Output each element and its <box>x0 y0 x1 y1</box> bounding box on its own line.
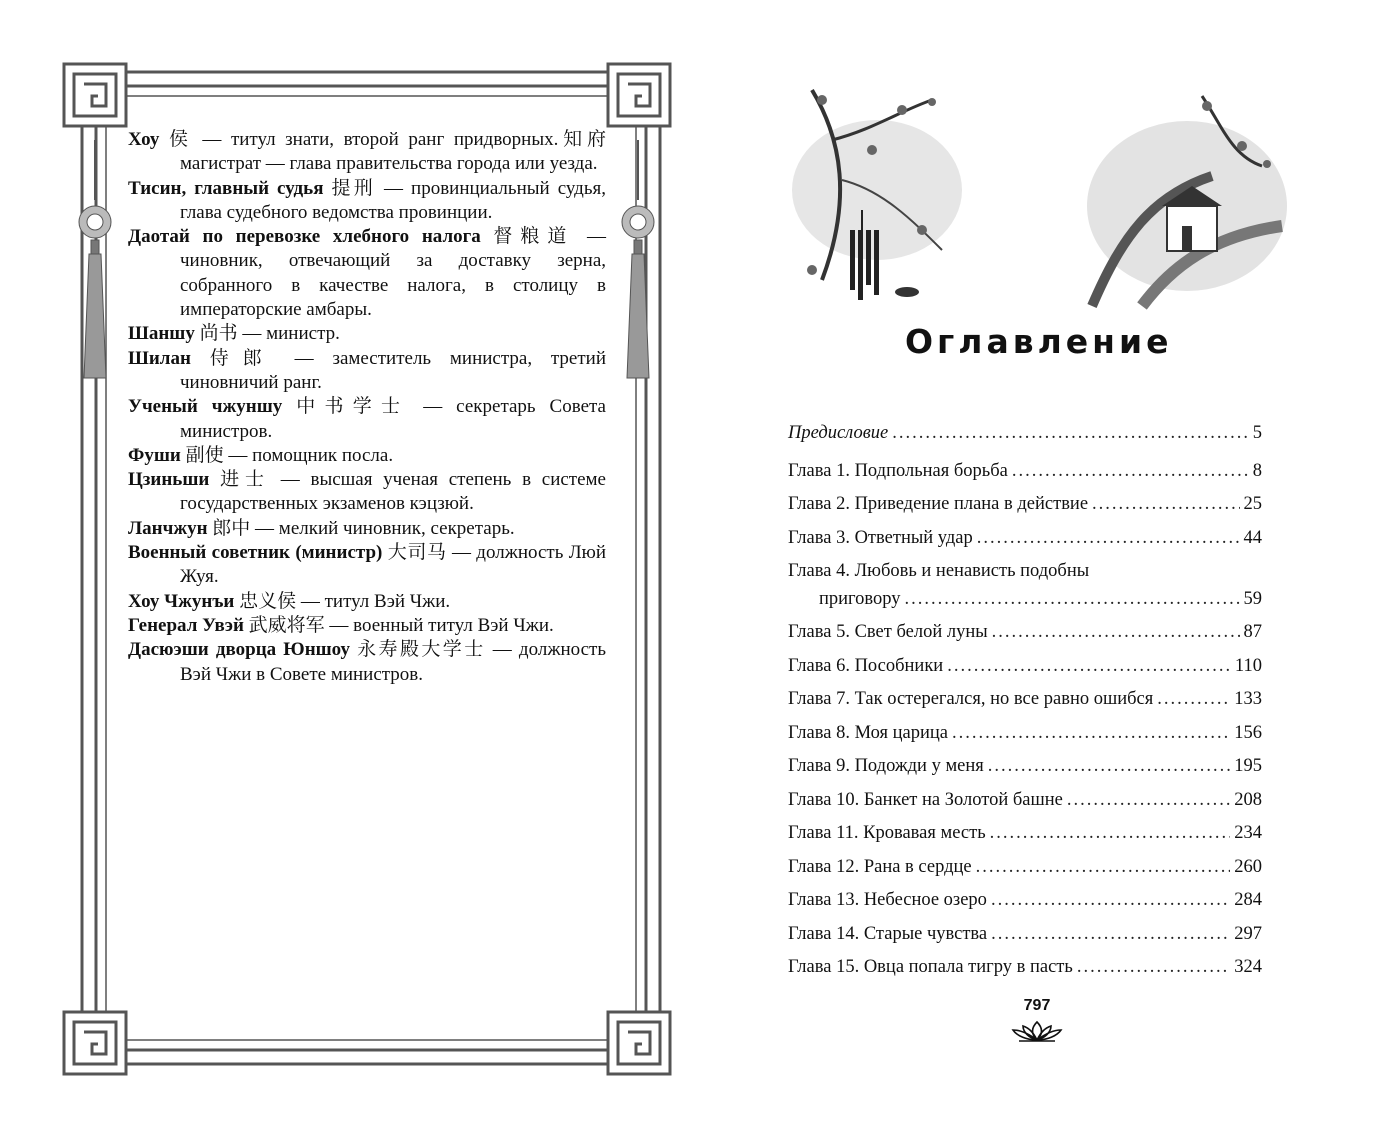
toc-item[interactable] <box>788 622 1262 656</box>
toc-item[interactable] <box>788 756 1262 790</box>
toc-leader-dots <box>1067 790 1230 811</box>
toc-item-title-cont: приговору <box>819 589 901 609</box>
glossary-term: Военный советник (министр) <box>128 542 383 564</box>
toc-item-page: 59 <box>1243 589 1262 609</box>
toc-item[interactable] <box>788 924 1262 958</box>
toc-item-title: Глава 5. Свет белой луны <box>788 622 988 642</box>
glossary-definition: 提刑 — провинциальный судья, глава судебного ведомства провинции. <box>180 177 606 223</box>
toc-item[interactable] <box>788 823 1262 857</box>
right-page <box>700 0 1393 1125</box>
plum-blossom-wind-chime-icon <box>782 80 972 320</box>
toc-item-title: Глава 4. Любовь и ненависть подобны <box>788 561 1090 581</box>
toc-item-page: 284 <box>1234 890 1262 910</box>
toc-leader-dots <box>1092 494 1239 515</box>
toc-item-preface[interactable] <box>788 423 1262 457</box>
toc-item[interactable] <box>788 656 1262 690</box>
toc-leader-dots <box>1012 461 1249 482</box>
glossary-entry <box>128 128 606 177</box>
toc-item-title: Глава 14. Старые чувства <box>788 923 988 944</box>
toc-item-page: 156 <box>1234 722 1262 743</box>
toc-item-page: 195 <box>1234 756 1262 776</box>
glossary-definition: 永寿殿大学士 — должность Вэй Чжи в Совете министров. <box>180 639 606 685</box>
toc-item-title: Глава 7. Так остерегался, но все равно ошибся <box>788 689 1154 709</box>
glossary-term: Ланчжун <box>128 517 208 539</box>
toc-item-chapter-4[interactable] <box>788 561 1262 622</box>
toc-item[interactable] <box>788 461 1262 495</box>
toc-item-page: 25 <box>1243 494 1262 514</box>
glossary-list <box>128 128 606 687</box>
toc-leader-dots <box>988 756 1230 777</box>
lotus-icon <box>1011 1020 1063 1042</box>
toc-item-page: 87 <box>1243 622 1262 642</box>
toc-item-page: 208 <box>1234 789 1262 810</box>
glossary-term: Дасюэши дворца Юншоу <box>128 639 350 661</box>
toc-leader-dots <box>990 823 1231 844</box>
glossary-definition: 忠义侯 — титул Вэй Чжи. <box>234 590 451 612</box>
glossary-definition: 督粮道 — чиновник, отвечающий за доставку зерна, собранного в качестве налога, в столицу в императорские амбары. <box>180 226 606 321</box>
glossary-term: Шилан <box>128 347 191 369</box>
glossary-entry <box>128 444 606 468</box>
glossary-entry <box>128 322 606 346</box>
glossary-definition: 侯 — титул знати, второй ранг придворных.知府 магистрат — глава правительства города или уезда. <box>159 129 606 175</box>
glossary-entry <box>128 347 606 396</box>
glossary-definition: 武威将军 — военный титул Вэй Чжи. <box>243 614 554 636</box>
toc-leader-dots <box>991 890 1230 911</box>
glossary-definition: 进士 — высшая ученая степень в системе государственных экзаменов кэцзюй. <box>180 469 606 515</box>
glossary-definition: 副使 — помощник посла. <box>180 444 394 466</box>
toc-item[interactable] <box>788 689 1262 723</box>
glossary-term: Хоу <box>128 129 160 150</box>
glossary-term: Ученый чжуншу <box>128 396 283 418</box>
toc-item[interactable] <box>788 957 1262 991</box>
glossary-entry <box>128 590 606 614</box>
glossary-term: Фуши <box>128 444 181 466</box>
toc-item-title: Глава 1. Подпольная борьба <box>788 460 1008 481</box>
toc-item-page: 8 <box>1252 460 1262 481</box>
toc-leader-dots <box>905 589 1240 610</box>
glossary-entry <box>128 541 606 590</box>
toc-item-title: Предисловие <box>788 423 889 443</box>
toc-item-title: Глава 11. Кровавая месть <box>788 823 986 843</box>
toc-leader-dots <box>1157 689 1230 710</box>
toc-leader-dots <box>992 622 1240 643</box>
glossary-term: Даотай по перевозке хлебного налога <box>128 226 481 248</box>
toc-item-page: 5 <box>1252 423 1262 443</box>
toc-item[interactable] <box>788 857 1262 891</box>
toc-leader-dots <box>1077 957 1230 978</box>
glossary-entry <box>128 517 606 541</box>
glossary-term: Шаншу <box>128 323 195 345</box>
page-title: Оглавление <box>905 322 1173 361</box>
glossary-term: Хоу Чжунъи <box>128 590 235 612</box>
toc-item-title: Глава 8. Моя царица <box>788 722 948 743</box>
toc-list <box>788 461 1262 562</box>
toc-item-title: Глава 10. Банкет на Золотой башне <box>788 789 1063 810</box>
toc-leader-dots <box>976 857 1231 878</box>
toc-item[interactable] <box>788 494 1262 528</box>
toc-item-page: 297 <box>1234 923 1262 944</box>
glossary-term: Цзиньши <box>128 469 210 491</box>
toc-list <box>788 622 1262 991</box>
toc-item-page: 234 <box>1234 823 1262 843</box>
toc-leader-dots <box>892 423 1249 444</box>
toc-leader-dots <box>947 656 1231 677</box>
toc-item-page: 133 <box>1234 689 1262 709</box>
toc-item[interactable] <box>788 790 1262 824</box>
glossary-definition: 侍郎 — заместитель министра, третий чиновничий ранг. <box>180 347 606 393</box>
toc-item[interactable] <box>788 723 1262 757</box>
page-number: 797 <box>1023 997 1051 1014</box>
table-of-contents <box>788 423 1262 991</box>
glossary-definition: 中书学士 — секретарь Совета министров. <box>180 396 606 442</box>
glossary-entry <box>128 395 606 444</box>
toc-item[interactable] <box>788 890 1262 924</box>
glossary-entry <box>128 468 606 517</box>
glossary-definition: 郎中 — мелкий чиновник, секретарь. <box>207 517 515 539</box>
toc-item-page: 44 <box>1243 527 1262 548</box>
glossary-definition: 尚书 — министр. <box>194 323 340 345</box>
toc-item-title: Глава 9. Подожди у меня <box>788 756 984 776</box>
toc-leader-dots <box>977 528 1240 549</box>
toc-item-page: 324 <box>1234 957 1262 977</box>
glossary-definition: 大司马 — должность Люй Жуя. <box>180 542 606 588</box>
glossary-entry <box>128 638 606 687</box>
toc-leader-dots <box>952 723 1230 744</box>
toc-leader-dots <box>991 924 1230 945</box>
toc-item-title: Глава 12. Рана в сердце <box>788 856 972 877</box>
toc-item-page: 260 <box>1234 856 1262 877</box>
toc-item-title: Глава 6. Пособники <box>788 655 944 676</box>
toc-item-title: Глава 3. Ответный удар <box>788 527 973 548</box>
glossary-entry <box>128 614 606 638</box>
toc-item-title: Глава 2. Приведение плана в действие <box>788 494 1089 514</box>
glossary-entry <box>128 225 606 322</box>
glossary-entry <box>128 177 606 226</box>
toc-item-page: 110 <box>1234 655 1262 676</box>
glossary-term: Тисин, главный судья <box>128 177 324 199</box>
glossary-term: Генерал Увэй <box>128 614 244 636</box>
toc-item-title: Глава 15. Овца попала тигру в пасть <box>788 957 1073 977</box>
great-wall-icon <box>1082 86 1292 311</box>
toc-item-title: Глава 13. Небесное озеро <box>788 890 987 910</box>
toc-item[interactable] <box>788 528 1262 562</box>
